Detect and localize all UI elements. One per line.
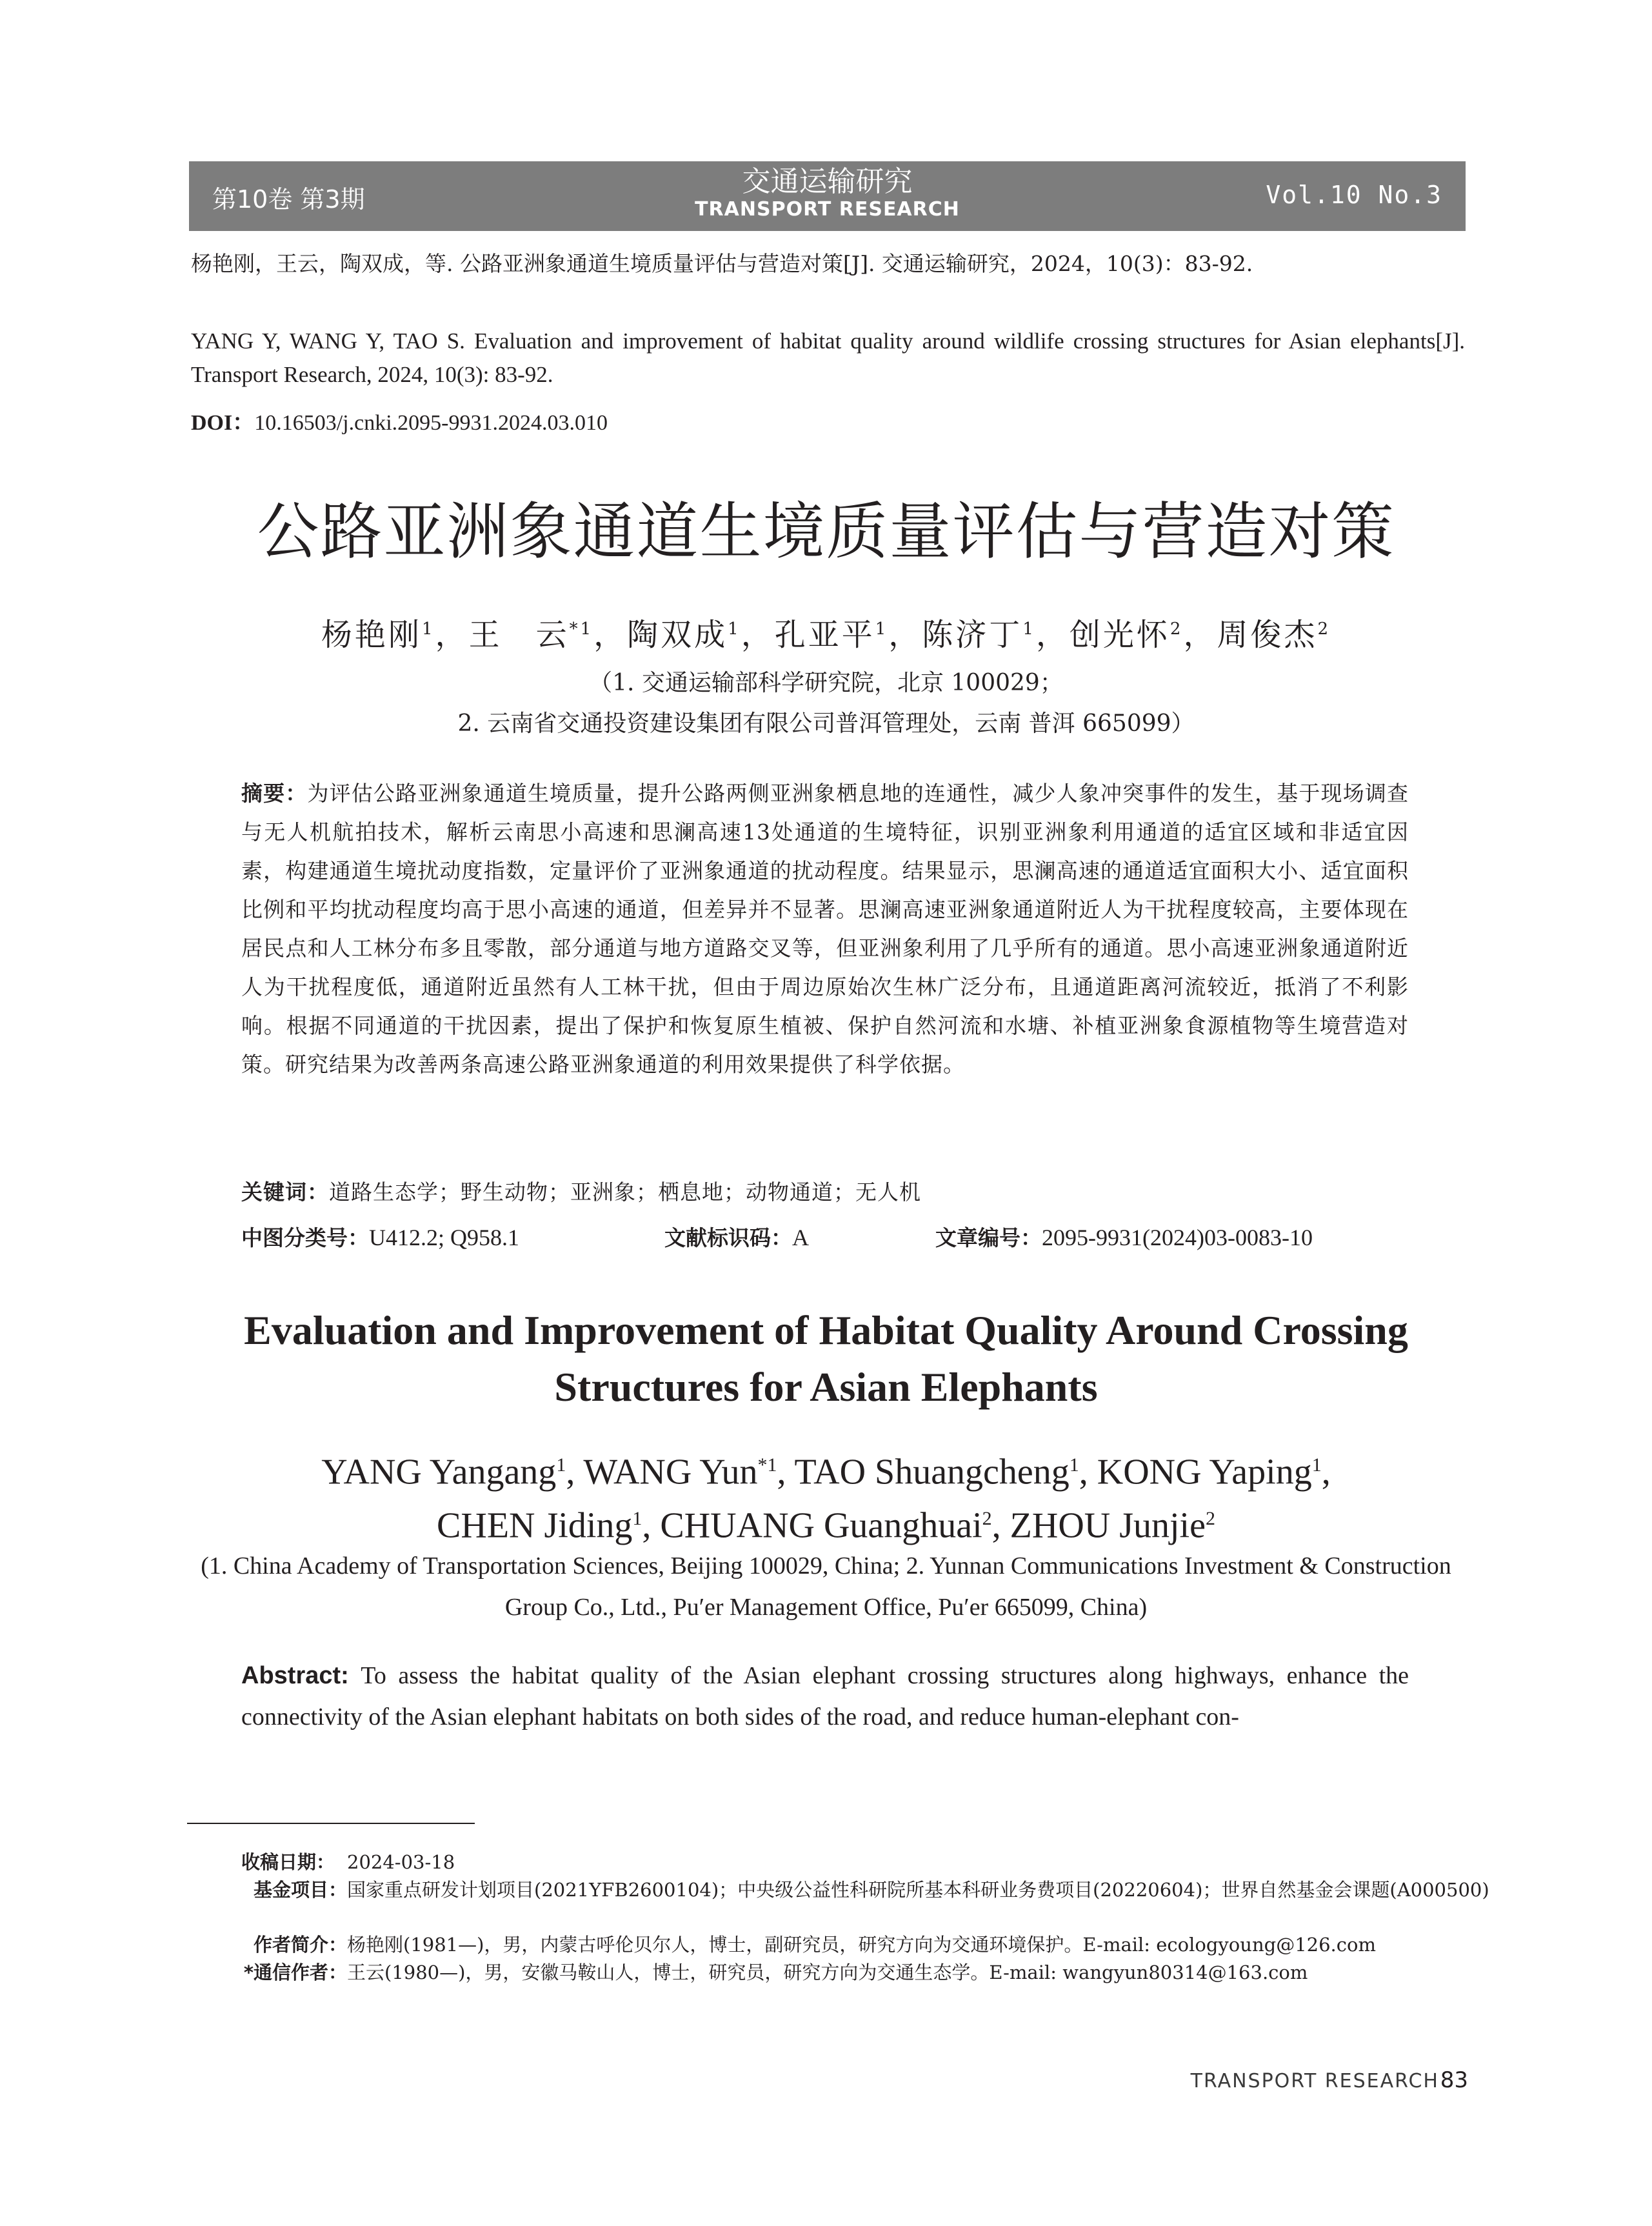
keywords-cn-text: 道路生态学；野生动物；亚洲象；栖息地；动物通道；无人机 <box>329 1179 921 1205</box>
cn-author-affil-mark: 2 <box>1169 619 1184 639</box>
en-author-name: YANG Yangang <box>321 1452 557 1492</box>
cn-author-affil-mark: 1 <box>1022 619 1036 639</box>
received-value: 2024-03-18 <box>347 1851 455 1873</box>
en-author-separator: , <box>1079 1452 1097 1492</box>
cn-author-affil-mark: 2 <box>1317 619 1331 639</box>
en-author-separator: , <box>642 1505 661 1546</box>
journal-name-cn: 交通运输研究 <box>742 165 913 198</box>
doi-label: DOI： <box>191 411 255 435</box>
funding-label: 基金项目： <box>253 1879 347 1901</box>
en-author-name: CHEN Jiding <box>437 1505 633 1546</box>
keywords-cn-label: 关键词： <box>241 1179 329 1205</box>
journal-header-band <box>189 161 1466 231</box>
cn-author-separator: ， <box>888 617 922 653</box>
author-list-en <box>0 1442 1652 1549</box>
cn-author-separator: ， <box>1183 617 1217 653</box>
clc-number <box>241 1221 519 1252</box>
paper-title-en-line-2: Structures for Asian Elephants <box>554 1364 1098 1410</box>
article-number <box>935 1221 1313 1252</box>
cn-author-affil-mark: 1 <box>728 619 741 639</box>
corresponding-label: *通信作者： <box>243 1961 347 1983</box>
doi-line <box>191 405 608 436</box>
volume-issue-en: Vol.10 No.3 <box>1266 181 1442 209</box>
document-code-value: A <box>792 1225 809 1250</box>
cn-author-name: 陈济丁 <box>922 617 1023 653</box>
en-author-separator: , <box>777 1452 795 1492</box>
cn-author-separator: ， <box>435 617 469 653</box>
cn-author-name: 陶双成 <box>627 617 728 653</box>
cn-author-name: 孔亚平 <box>774 617 875 653</box>
paper-title-en-line-1: Evaluation and Improvement of Habitat Quality Around Crossing <box>244 1307 1408 1353</box>
cn-author-affil-mark: 1 <box>875 619 889 639</box>
en-author-affil-mark: 1 <box>1069 1454 1079 1476</box>
doi-value[interactable]: 10.16503/j.cnki.2095-9931.2024.03.010 <box>254 411 608 435</box>
classification-line <box>0 1221 1652 1254</box>
article-number-value: 2095-9931(2024)03-0083-10 <box>1042 1225 1313 1250</box>
en-author-name: TAO Shuangcheng <box>794 1452 1070 1492</box>
article-number-label: 文章编号： <box>935 1225 1042 1250</box>
en-author-affil-mark: 2 <box>1205 1507 1215 1529</box>
paper-title-en <box>0 1302 1652 1416</box>
document-code-label: 文献标识码： <box>664 1225 792 1250</box>
corresponding-value: 王云(1980—)，男，安徽马鞍山人，博士，研究员，研究方向为交通生态学。E-mail: wangyun80314@163.com <box>347 1961 1308 1983</box>
en-author-name: KONG Yaping <box>1097 1452 1312 1492</box>
author-list-en-line-2 <box>0 1496 1652 1549</box>
footnote-divider <box>187 1823 475 1824</box>
en-author-name: WANG Yun <box>583 1452 758 1492</box>
en-author-separator: , <box>991 1505 1010 1546</box>
citation-cn: 杨艳刚，王云，陶双成，等. 公路亚洲象通道生境质量评估与营造对策[J]. 交通运输研究，2024，10(3)：83-92. <box>191 251 1253 276</box>
cn-author-affil-mark: *1 <box>569 619 594 639</box>
author-bio-label: 作者简介： <box>253 1934 347 1956</box>
cn-author-name: 创光怀 <box>1069 617 1170 653</box>
cn-author-name: 杨艳刚 <box>321 617 422 653</box>
journal-name-en: TRANSPORT RESEARCH <box>695 198 960 221</box>
abstract-cn <box>241 774 1409 1084</box>
volume-issue-cn: 第10卷 第3期 <box>212 185 365 214</box>
author-list-cn <box>0 610 1652 654</box>
en-author-name: ZHOU Junjie <box>1010 1505 1206 1546</box>
author-list-en-line-1 <box>0 1442 1652 1496</box>
cn-author-separator: ， <box>741 617 775 653</box>
paper-title-cn: 公路亚洲象通道生境质量评估与营造对策 <box>257 496 1395 568</box>
affiliation-cn-2: 2. 云南省交通投资建设集团有限公司普洱管理处，云南 普洱 665099） <box>457 710 1195 737</box>
page-number: 83 <box>1440 2067 1468 2093</box>
affiliations-en: (1. China Academy of Transportation Sciences, Beijing 100029, China; 2. Yunnan Communications Investment & Construction Group Co., Ltd., Pu′er Management Office, Pu′er 665099, China) <box>201 1552 1451 1621</box>
en-author-affil-mark: 1 <box>1311 1454 1322 1476</box>
en-author-affil-mark: 2 <box>982 1507 992 1529</box>
en-author-name: CHUANG Guanghuai <box>660 1505 982 1546</box>
abstract-en <box>241 1655 1409 1738</box>
clc-label: 中图分类号： <box>241 1225 369 1250</box>
received-label: 收稿日期： <box>241 1851 335 1873</box>
en-author-separator: , <box>566 1452 584 1492</box>
cn-author-name: 王 云 <box>468 617 570 653</box>
footer-journal-name: TRANSPORT RESEARCH <box>1190 2070 1439 2092</box>
clc-value: U412.2; Q958.1 <box>369 1225 519 1250</box>
cn-author-affil-mark: 1 <box>422 619 435 639</box>
cn-author-separator: ， <box>1035 617 1070 653</box>
document-code <box>664 1221 809 1252</box>
cn-author-separator: ， <box>593 617 628 653</box>
abstract-cn-label: 摘要： <box>241 781 308 806</box>
author-bio-value: 杨艳刚(1981—)，男，内蒙古呼伦贝尔人，博士，副研究员，研究方向为交通环境保护。E-mail: ecologyoung@126.com <box>347 1934 1376 1956</box>
funding-value: 国家重点研发计划项目(2021YFB2600104)；中央级公益性科研院所基本科研业务费项目(20220604)；世界自然基金会课题(A000500) <box>347 1879 1489 1901</box>
citation-en: YANG Y, WANG Y, TAO S. Evaluation and improvement of habitat quality around wildlife crossing structures for Asian elephants[J]. Transport Research, 2024, 10(3): 83-92. <box>191 328 1465 387</box>
cn-author-name: 周俊杰 <box>1217 617 1318 653</box>
en-author-separator: , <box>1321 1452 1331 1492</box>
abstract-en-text: To assess the habitat quality of the Asian elephant crossing structures along highways, enhance the connectivity of the Asian elephant habitats on both sides of the road, and reduce human-elephant con- <box>241 1662 1409 1730</box>
abstract-en-label: Abstract: <box>241 1662 349 1689</box>
affiliation-cn-1: （1. 交通运输部科学研究院，北京 100029； <box>589 670 1063 696</box>
en-author-affil-mark: 1 <box>632 1507 642 1529</box>
abstract-cn-text: 为评估公路亚洲象通道生境质量，提升公路两侧亚洲象栖息地的连通性，减少人象冲突事件的发生，基于现场调查与无人机航拍技术，解析云南思小高速和思澜高速13处通道的生境特征，识别亚洲象利用通道的适宜区域和非适宜因素，构建通道生境扰动度指数，定量评价了亚洲象通道的扰动程度。结果显示，思澜高速的通道适宜面积大小、适宜面积比例和平均扰动程度均高于思小高速的通道，但差异并不显著。思澜高速亚洲象通道附近人为干扰程度较高，主要体现在居民点和人工林分布多且零散，部分通道与地方道路交叉等，但亚洲象利用了几乎所有的通道。思小高速亚洲象通道附近人为干扰程度低，通道附近虽然有人工林干扰，但由于周边原始次生林广泛分布，且通道距离河流较近，抵消了不利影响。根据不同通道的干扰因素，提出了保护和恢复原生植被、保护自然河流和水塘、补植亚洲象食源植物等生境营造对策。研究结果为改善两条高速公路亚洲象通道的利用效果提供了科学依据。 <box>241 781 1409 1077</box>
en-author-affil-mark: *1 <box>757 1454 777 1476</box>
en-author-affil-mark: 1 <box>556 1454 566 1476</box>
keywords-cn <box>241 1176 921 1206</box>
